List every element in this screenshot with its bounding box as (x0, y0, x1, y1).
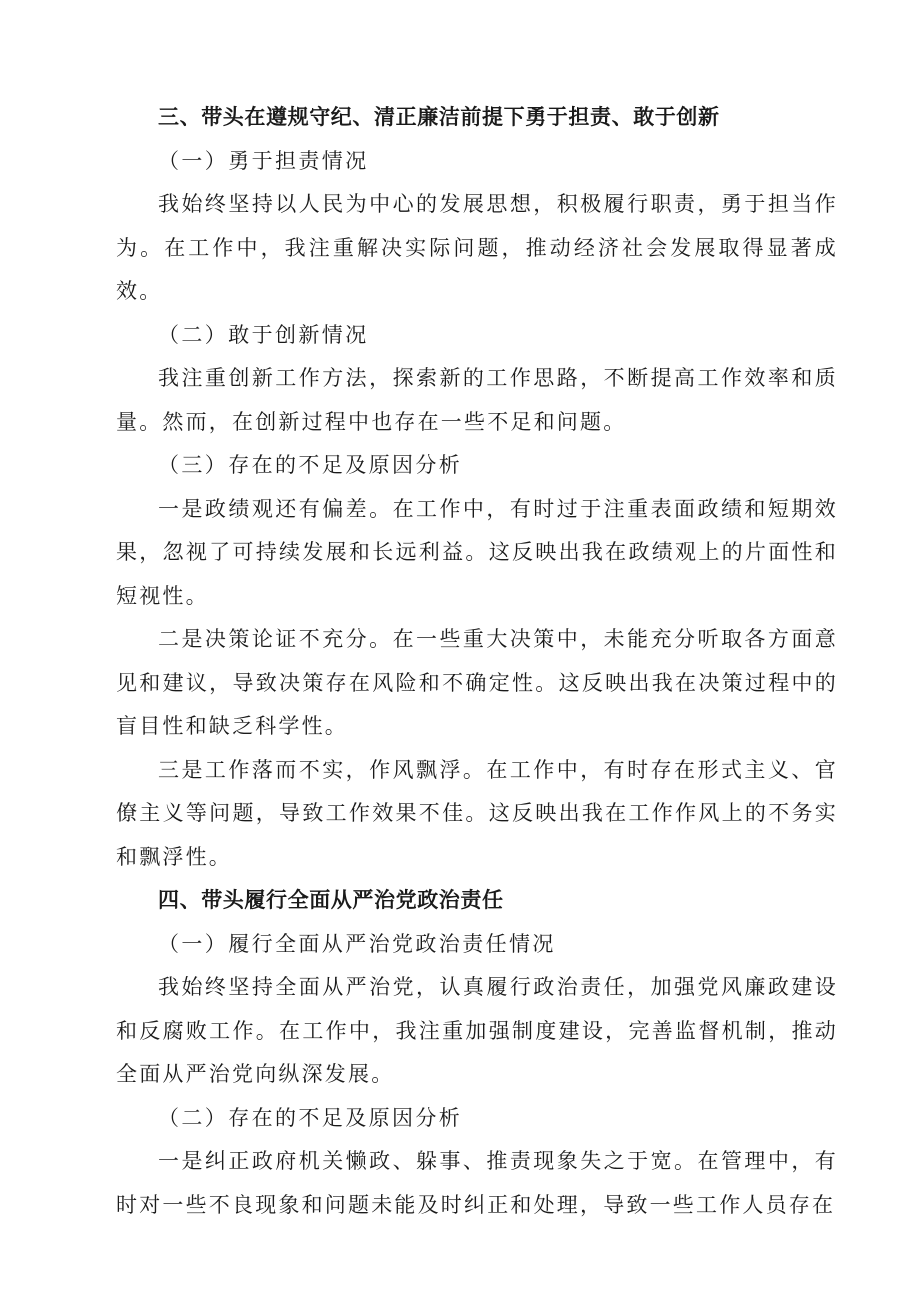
paragraph-4-1: 我始终坚持全面从严治党，认真履行政治责任，加强党风廉政建设和反腐败工作。在工作中，我注重加强制度建设，完善监督机制，推动全面从严治党向纵深发展。 (116, 975, 838, 1086)
document-body (116, 96, 838, 1227)
paragraph-3-2: 我注重创新工作方法，探索新的工作思路，不断提高工作效率和质量。然而，在创新过程中也存在一些不足和问题。 (116, 366, 838, 434)
paragraph-4-2: 一是纠正政府机关懒政、躲事、推责现象失之于宽。在管理中，有时对一些不良现象和问题未能及时纠正和处理，导致一些工作人员存在 (116, 1149, 838, 1217)
subheading-3-2: （二）敢于创新情况 (158, 322, 369, 347)
paragraph-3-3a: 一是政绩观还有偏差。在工作中，有时过于注重表面政绩和短期效果，忽视了可持续发展和长远利益。这反映出我在政绩观上的片面性和短视性。 (116, 496, 838, 608)
section-heading-3: 三、带头在遵规守纪、清正廉洁前提下勇于担责、敢于创新 (158, 105, 720, 129)
subheading-4-2: （二）存在的不足及原因分析 (158, 1105, 463, 1130)
subheading-4-1: （一）履行全面从严治党政治责任情况 (158, 931, 556, 956)
subheading-3-3: （三）存在的不足及原因分析 (158, 453, 463, 477)
paragraph-3-3c: 三是工作落而不实，作风飘浮。在工作中，有时存在形式主义、官僚主义等问题，导致工作效果不佳。这反映出我在工作作风上的不务实和飘浮性。 (116, 757, 838, 869)
paragraph-3-1: 我始终坚持以人民为中心的发展思想，积极履行职责，勇于担当作为。在工作中，我注重解决实际问题，推动经济社会发展取得显著成效。 (116, 192, 838, 303)
subheading-3-1: （一）勇于担责情况 (158, 148, 369, 173)
section-heading-4: 四、带头履行全面从严治党政治责任 (158, 888, 504, 912)
paragraph-3-3b: 二是决策论证不充分。在一些重大决策中，未能充分听取各方面意见和建议，导致决策存在风险和不确定性。这反映出我在决策过程中的盲目性和缺乏科学性。 (116, 627, 838, 738)
